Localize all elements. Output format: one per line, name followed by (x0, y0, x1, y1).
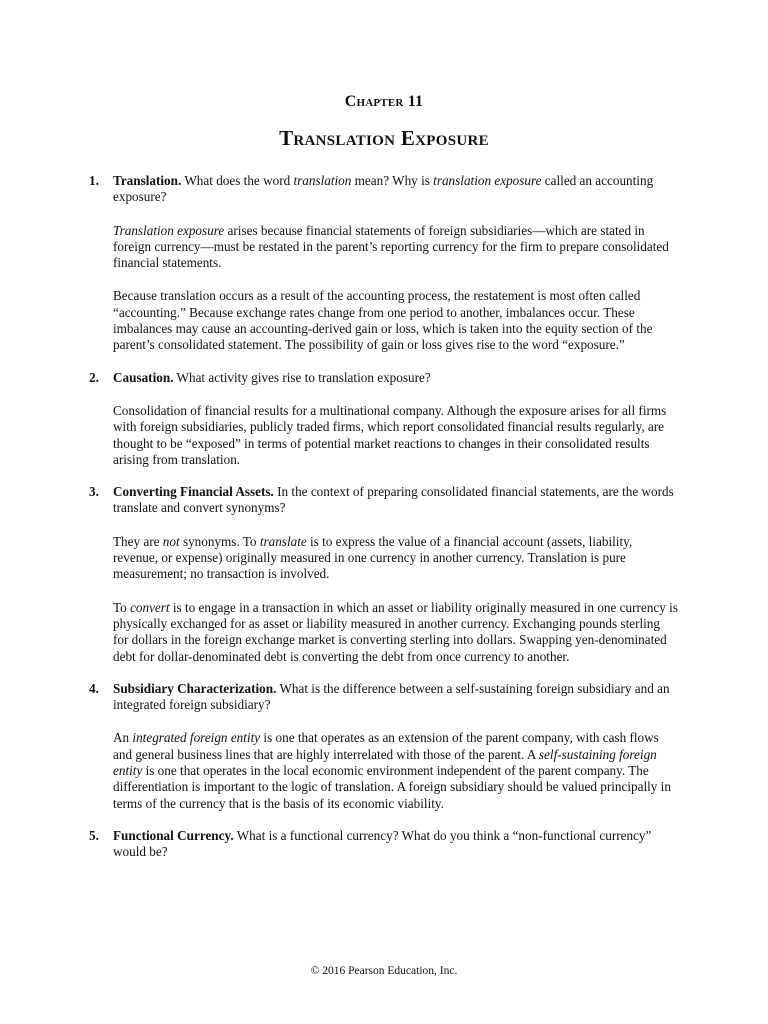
question-list (0, 173, 768, 861)
question-title: Subsidiary Characterization. (113, 680, 277, 696)
question-number: 1. (89, 173, 99, 188)
answer-paragraph: An integrated foreign entity is one that operates as an extension of the parent company, with cash flows and general business lines that are highly interrelated with those of the parent. A self-sustaining foreign entity is one that operates in the local economic environment independent of the parent company. The differentiation is important to the logic of translation. A foreign subsidiary should be valued principally in terms of the currency that is the basis of its economic viability. (113, 730, 671, 811)
question-number: 3. (89, 484, 99, 500)
answer-paragraph: They are not synonyms. To translate is to express the value of a financial account (assets, liability, revenue, or expense) originally measured in one currency in another currency. Translation is pure measurement; no transaction is involved. (113, 533, 633, 582)
question-2: 2. Causation. What activity gives rise to translation exposure? (89, 369, 431, 385)
question-title: Converting Financial Assets. (113, 484, 274, 500)
question-3: 3. Converting Financial Assets. In the context of preparing consolidated financial statements, are the words translate and convert synonyms? (89, 484, 674, 516)
answer-paragraph: Consolidation of financial results for a multinational company. Although the exposure arises for all firms with foreign subsidiaries, publicly traded firms, which report consolidated financial results regularly, are thought to be “exposed” in terms of potential market reactions to changes in their consolidated results arising from translation. (113, 402, 667, 467)
question-4: 4. Subsidiary Characterization. What is the difference between a self-sustaining foreign subsidiary and an integrated foreign subsidiary? (89, 680, 670, 713)
question-number: 2. (89, 369, 99, 385)
question-title: Translation. (113, 173, 182, 188)
answer-paragraph: Translation exposure arises because financial statements of foreign subsidiaries—which are stated in foreign currency—must be restated in the parent’s reporting currency for the firm to prepare consolidated financial statements. (113, 222, 669, 271)
question-1: 1. Translation. What does the word translation mean? Why is translation exposure called an accounting exposure? (89, 173, 654, 205)
answer-paragraph: To convert is to engage in a transaction in which an asset or liability originally measured in one currency is physically exchanged for as asset or liability measured in another currency. Exchanging pounds sterling for dollars in the foreign exchange market is converting sterling into dollars. Swapping yen-denominated debt for dollar-denominated debt is converting the debt from once currency to another. (113, 599, 678, 664)
chapter-title: Translation Exposure (279, 126, 489, 150)
question-title: Causation. (113, 369, 174, 385)
question-number: 5. (89, 827, 99, 843)
question-5: 5. Functional Currency. What is a functional currency? What do you think a “non-functional currency” would be? (89, 827, 652, 860)
question-number: 4. (89, 680, 99, 696)
answer-paragraph: Because translation occurs as a result of the accounting process, the restatement is most often called “accounting.” Because exchange rates change from one period to another, imbalances occur. These imbalances may cause an accounting-derived gain or loss, which is taken into the equity section of the parent’s consolidated statement. The possibility of gain or loss gives rise to the word “exposure.” (113, 288, 653, 353)
copyright-footer: © 2016 Pearson Education, Inc. (310, 965, 458, 977)
chapter-label: Chapter 11 (344, 93, 424, 110)
question-title: Functional Currency. (113, 827, 234, 843)
